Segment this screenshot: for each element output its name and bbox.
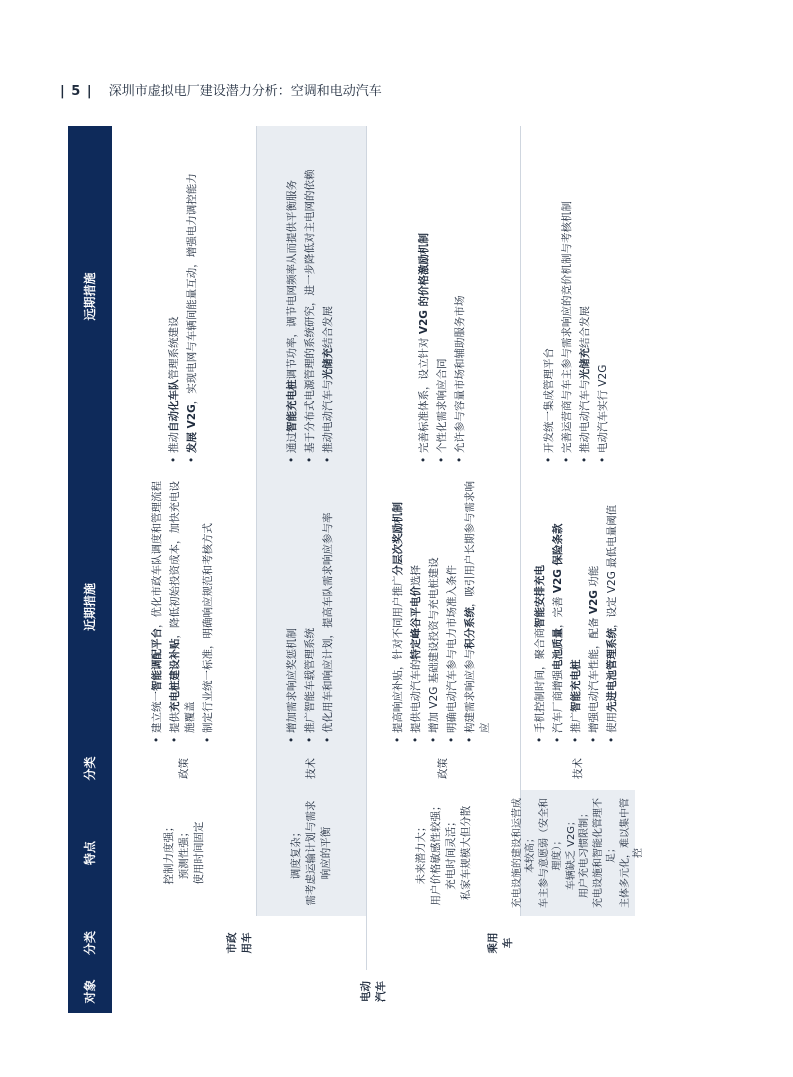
- measure-text: 电动汽车实行 V2G: [597, 364, 609, 453]
- passenger-policy-near: [367, 467, 521, 747]
- measure-text: 优化用车和响应计划，提高车队需求响应参与率: [321, 512, 334, 733]
- measure-highlight: 智能调配平台: [151, 628, 163, 691]
- measure-text: 通过: [285, 432, 298, 453]
- measure-item: [445, 473, 460, 733]
- measure-text: 推动: [167, 432, 180, 453]
- measure-item: [417, 233, 432, 453]
- category-municipal: [113, 916, 367, 970]
- measure-highlight: V2G 保险条款: [552, 523, 564, 594]
- measure-item: [587, 505, 602, 733]
- measure-item: [427, 473, 442, 733]
- measure-text: 构建需求响应参与: [464, 649, 476, 733]
- municipal-policy-type: 政策: [113, 747, 257, 790]
- measure-item: [542, 201, 557, 453]
- municipal-policy-far: [113, 126, 257, 467]
- measure-highlight: 光储充: [321, 348, 334, 380]
- measure-text: 汽车厂商增强: [552, 670, 564, 733]
- measure-text: 功能: [588, 565, 600, 591]
- measure-item: [569, 505, 584, 733]
- measure-highlight: 分层次奖励机制: [392, 502, 404, 576]
- measure-item: [168, 473, 198, 733]
- measure-item: [150, 473, 165, 733]
- feature-item: 需考虑运输计划与需求响应的平衡: [305, 800, 332, 906]
- feature-item: 未来潜力大；: [414, 821, 427, 885]
- measure-highlight: V2G: [588, 590, 600, 615]
- col-header-category: 分类: [68, 916, 113, 970]
- measure-item: [285, 513, 300, 734]
- measure-highlight: 先进电池管理系统: [606, 628, 618, 712]
- measure-highlight: 光储充: [579, 348, 591, 380]
- municipal-tech-far: [257, 126, 367, 467]
- municipal-policy-features: [113, 790, 257, 916]
- measure-highlight: V2G 的价格激励机制: [417, 232, 430, 335]
- measure-highlight: 智能安排充电: [534, 565, 546, 628]
- measure-item: [185, 173, 200, 453]
- passenger-tech-far: [521, 126, 635, 467]
- category-passenger: [367, 916, 635, 970]
- measure-highlight: 积分系统: [464, 607, 476, 649]
- measure-text: 增加需求响应奖惩机制: [285, 628, 298, 733]
- col-header-longterm-measures: 远期措施: [68, 126, 113, 467]
- measure-item: [303, 513, 318, 734]
- near-measures-list: [285, 507, 339, 748]
- measure-item: [453, 233, 468, 453]
- measure-item: [435, 233, 450, 453]
- measures-table: [68, 126, 644, 1013]
- measure-text: 完善运营商与车主参与需求响应的竞价机制与考核机制: [561, 201, 573, 453]
- feature-item: 充电设施和智能化管理不足；: [592, 798, 617, 908]
- measure-item: [201, 473, 216, 733]
- far-measures-list: [542, 195, 614, 467]
- object-cell: [113, 970, 635, 1013]
- page-header: [60, 80, 382, 99]
- measure-text: 个性化需求响应合同: [435, 358, 448, 453]
- category-municipal-label: 市政用车: [225, 932, 253, 954]
- measure-text: 增加 V2G 基础建设投资与充电桩建设: [428, 557, 440, 733]
- passenger-policy-far: [367, 126, 521, 467]
- measure-item: [551, 505, 566, 733]
- measure-item: [321, 513, 336, 734]
- measure-highlight: 智能充电桩: [285, 379, 298, 432]
- measure-text: 基于分布式电源管理的系统研究，进一步降低对主电网的依赖: [303, 169, 316, 453]
- measure-text: 推动电动汽车与: [579, 379, 591, 453]
- measure-highlight: 特定峰谷平电价: [410, 586, 422, 660]
- feature-item: 充电时间灵活；: [444, 816, 457, 890]
- page-title: 深圳市虚拟电厂建设潜力分析：空调和电动汽车: [108, 84, 382, 99]
- measure-highlight: 发展 V2G: [185, 404, 198, 453]
- feature-item: 充电设施的建设和运营成本较高；: [511, 798, 536, 908]
- measure-text: ，优化市政车队调度和管理流程: [151, 481, 163, 628]
- measure-text: 推动电动汽车与: [321, 379, 334, 453]
- passenger-tech-features: [511, 790, 644, 916]
- measure-text: 推广智能车载管理系统: [303, 628, 316, 733]
- measure-text: 调节功率，调节电网频率从而提供平衡服务: [285, 180, 298, 380]
- col-header-object: 对象: [68, 970, 113, 1013]
- measure-item: [605, 505, 620, 733]
- col-header-type: 分类: [68, 747, 113, 790]
- measure-text: ，实现电网与车辆间能量互动，增强电力调控能力: [185, 173, 198, 405]
- measure-text: 管理系统建设: [167, 316, 180, 380]
- passenger-tech-type: 技术: [571, 758, 584, 779]
- passenger-tech-near: [521, 467, 635, 747]
- measure-item: [533, 505, 548, 733]
- measure-text: 结合发展: [321, 306, 334, 348]
- measure-text: 选择: [410, 565, 422, 586]
- measure-item: [596, 201, 611, 453]
- measure-highlight: 自动化车队: [167, 379, 180, 432]
- measure-text: 允许参与容量市场和辅助服务市场: [453, 295, 466, 453]
- measure-text: 结合发展: [579, 306, 591, 348]
- measure-text: 完善标准体系，设立针对: [417, 334, 430, 453]
- near-measures-list: [533, 499, 623, 747]
- feature-item: 使用时间固定: [193, 821, 205, 885]
- object-label: 电动汽车: [360, 981, 387, 1002]
- measure-item: [463, 473, 493, 733]
- measure-item: [167, 173, 182, 453]
- col-header-features: 特点: [68, 790, 113, 916]
- municipal-tech-features: [257, 790, 367, 916]
- measure-highlight: 电池质量: [552, 628, 564, 670]
- measure-item: [285, 170, 300, 454]
- measure-text: 增强电动汽车性能，配备: [588, 614, 600, 733]
- feature-item: 预测性强；: [178, 826, 190, 880]
- col-header-near-measures: 近期措施: [68, 467, 113, 747]
- page-number: | 5 |: [60, 84, 93, 99]
- passenger-policy-type: 政策: [367, 747, 521, 790]
- far-measures-list: [417, 227, 471, 467]
- measure-text: 开发统一集成管理平台: [543, 348, 555, 453]
- feature-item: 用户价格敏感性较强；: [429, 800, 442, 906]
- measure-item: [560, 201, 575, 453]
- feature-item: 车辆缺乏 V2G；: [565, 815, 577, 891]
- measure-text: ，降低初始投资成本，加快充电设施覆盖: [169, 481, 196, 733]
- near-measures-list: [391, 467, 496, 747]
- measure-item: [391, 473, 406, 733]
- feature-item: 私家车规模大但分散: [459, 805, 472, 901]
- measure-text: 提高响应补贴，针对不同用户推广: [392, 575, 404, 733]
- measure-text: 提供: [169, 712, 181, 733]
- measure-text: 建立统一: [151, 691, 163, 733]
- municipal-tech-type: 技术: [257, 747, 367, 790]
- measure-text: 提供电动汽车的: [410, 659, 422, 733]
- feature-item: 用户充电习惯限制；: [579, 808, 590, 898]
- measure-highlight: 充电桩建设补贴: [169, 638, 181, 712]
- municipal-policy-near: [113, 467, 257, 747]
- measure-text: 制定行业统一标准，明确响应规范和考核方式: [202, 523, 214, 733]
- measure-text: 使用: [606, 712, 618, 733]
- measure-text: 手机控制时间，聚合商: [534, 628, 546, 733]
- feature-item: 调度复杂；: [290, 826, 302, 880]
- measure-text: ，完善: [552, 593, 564, 628]
- feature-item: 主体多元化，难以集中管控: [619, 798, 644, 908]
- passenger-policy-features: [367, 790, 521, 916]
- category-passenger-label: 乘用车: [487, 932, 514, 954]
- near-measures-list: [150, 467, 219, 747]
- measure-text: 推广: [570, 712, 582, 733]
- measure-highlight: 智能充电桩: [570, 659, 582, 712]
- feature-item: 控制力度强；: [163, 821, 175, 885]
- measure-item: [578, 201, 593, 453]
- measure-item: [303, 170, 318, 454]
- measure-item: [409, 473, 424, 733]
- far-measures-list: [167, 167, 203, 467]
- feature-item: 车主参与意愿弱（安全和理度）；: [538, 798, 563, 908]
- measure-text: ，吸引用户长期参与需求响应: [464, 481, 491, 733]
- measure-item: [321, 170, 336, 454]
- municipal-tech-near: [257, 467, 367, 747]
- measure-text: 明确电动汽车参与电力市场准入条件: [446, 565, 458, 733]
- far-measures-list: [285, 164, 339, 468]
- measure-text: ，设定 V2G 最低电量阈值: [606, 504, 618, 628]
